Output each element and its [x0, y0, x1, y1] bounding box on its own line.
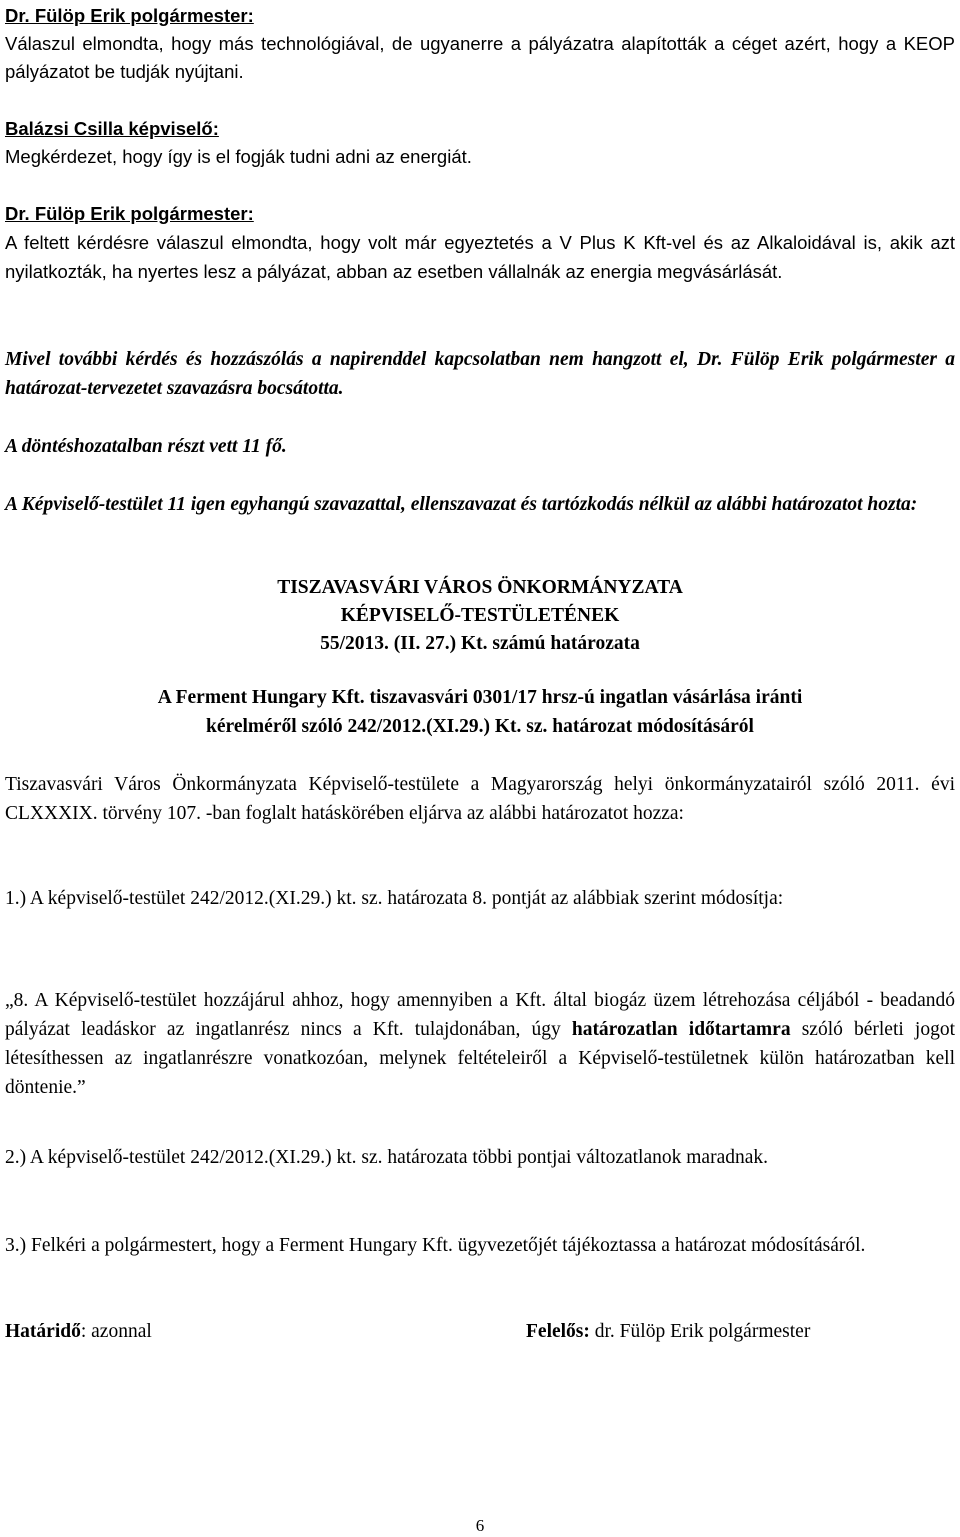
- point-1: [5, 884, 955, 913]
- preamble: [5, 770, 955, 828]
- responsible-value: dr. Fülöp Erik polgármester: [589, 1321, 811, 1342]
- vote-intro: [5, 345, 955, 403]
- point-3-text: 3.) Felkéri a polgármestert, hogy a Ferment Hungary Kft. ügyvezetőjét tájékoztassa a határozat módosításáról.: [5, 1235, 866, 1256]
- attendance-text: A döntéshozatalban részt vett 11 fő.: [5, 436, 287, 457]
- vote-result: [5, 490, 955, 519]
- point-2: [5, 1143, 955, 1172]
- speech-text: Válaszul elmondta, hogy más technológiával, de ugyanerre a pályázatra alapították a céget azért, hogy a KEOP pályázatot be tudják nyújtani.: [5, 33, 955, 82]
- resolution-body: KÉPVISELŐ-TESTÜLETÉNEK: [340, 605, 620, 626]
- speaker-name: Dr. Fülöp Erik polgármester:: [5, 5, 254, 26]
- page-number: 6: [475, 1516, 485, 1535]
- speaker-name: Balázsi Csilla képviselő:: [5, 118, 219, 139]
- deadline: [5, 1317, 152, 1346]
- speech-fulop-1: [5, 2, 955, 86]
- quote-bold: határozatlan időtartamra: [571, 1019, 791, 1040]
- resolution-title-line-2: kérelméről szóló 242/2012.(XI.29.) Kt. sz. határozat módosításáról: [206, 716, 754, 737]
- preamble-text: Tiszavasvári Város Önkormányzata Képviselő-testülete a Magyarország helyi önkormányzatairól szóló 2011. évi CLXXXIX. törvény 107. -ban foglalt hatáskörében eljárva az alábbi határozatot hozza:: [5, 774, 955, 824]
- speech-text: A feltett kérdésre válaszul elmondta, hogy volt már egyeztetés a V Plus K Kft-vel és az Alkaloidával is, akik azt nyilatkozták, ha nyertes lesz a pályázat, abban az esetben vállalnák az energia megvásárlását.: [5, 232, 955, 282]
- deadline-label: Határidő: [5, 1321, 81, 1342]
- resolution-header: [5, 574, 955, 658]
- responsible-label: Felelős:: [526, 1321, 590, 1342]
- point-1-text: 1.) A képviselő-testület 242/2012.(XI.29.) kt. sz. határozata 8. pontját az alábbiak szerint módosítja:: [5, 888, 784, 909]
- vote-result-text: A Képviselő-testület 11 igen egyhangú szavazattal, ellenszavazat és tartózkodás nélkül az alábbi határozatot hozta:: [5, 494, 918, 515]
- speech-fulop-2: [5, 200, 955, 286]
- responsible: [526, 1317, 810, 1346]
- point-2-text: 2.) A képviselő-testület 242/2012.(XI.29.) kt. sz. határozata többi pontjai változatlanok maradnak.: [5, 1147, 769, 1168]
- amended-point-8-text: [5, 986, 955, 1102]
- speech-text: Megkérdezet, hogy így is el fogják tudni adni az energiát.: [5, 146, 472, 167]
- amended-point-8: [5, 986, 955, 1102]
- attendance: [5, 432, 955, 461]
- deadline-value: : azonnal: [80, 1321, 152, 1342]
- resolution-title: [5, 683, 955, 741]
- point-3: [5, 1231, 955, 1260]
- speaker-name: Dr. Fülöp Erik polgármester:: [5, 203, 254, 224]
- resolution-title-line-1: A Ferment Hungary Kft. tiszavasvári 0301/17 hrsz-ú ingatlan vásárlása iránti: [157, 687, 803, 708]
- resolution-number: 55/2013. (II. 27.) Kt. számú határozata: [320, 633, 640, 654]
- resolution-issuer: TISZAVASVÁRI VÁROS ÖNKORMÁNYZATA: [277, 577, 683, 598]
- speech-balazsi: [5, 115, 955, 171]
- vote-intro-text: Mivel további kérdés és hozzászólás a napirenddel kapcsolatban nem hangzott el, Dr. Fülöp Erik polgármester a határozat-tervezetet szavazásra bocsátotta.: [5, 349, 955, 399]
- quote-part-1: „8. A Képviselő-testület hozzájárul ahhoz, hogy amennyiben a Kft. által biogáz üzem létrehozása céljából - beadandó pályázat leadáskor az ingatlanrész nincs a Kft. tulajdonában, úgy: [5, 990, 955, 1040]
- quote-part-2: szóló bérleti jogot létesíthessen az ingatlanrészre vonatkozóan, melynek feltételeiről a Képviselő-testületnek külön határozatban kell döntenie.”: [5, 1019, 956, 1098]
